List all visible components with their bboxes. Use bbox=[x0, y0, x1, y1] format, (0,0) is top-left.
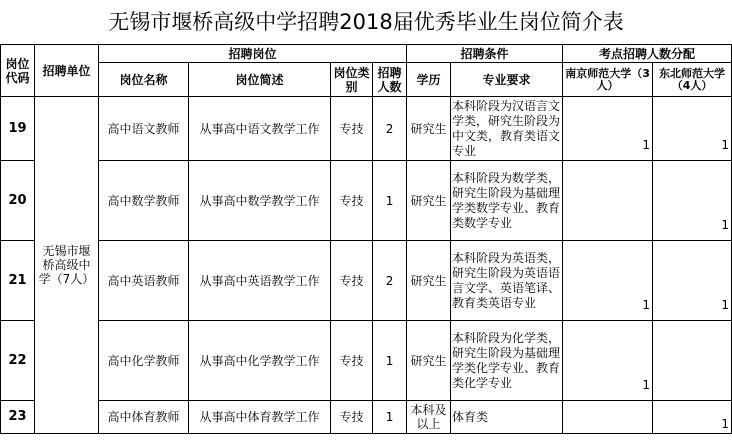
header-dongbei: 东北师范大学（4人） bbox=[653, 63, 732, 97]
cell-position-desc: 从事高中体育教学工作 bbox=[189, 401, 331, 434]
cell-dongbei: 1 bbox=[653, 401, 732, 434]
header-code: 岗位代码 bbox=[1, 45, 35, 97]
cell-education: 研究生 bbox=[407, 241, 451, 321]
cell-education: 研究生 bbox=[407, 321, 451, 401]
page-title: 无锡市堰桥高级中学招聘2018届优秀毕业生岗位简介表 bbox=[108, 10, 624, 34]
cell-nanjing bbox=[563, 161, 653, 241]
table-row bbox=[1, 401, 732, 434]
cell-dongbei: 1 bbox=[653, 241, 732, 321]
table-row bbox=[1, 241, 732, 321]
cell-major: 本科阶段为汉语言文学类，研究生阶段为中文类，教育类语文专业 bbox=[451, 97, 563, 161]
header-nanjing: 南京师范大学（3人） bbox=[563, 63, 653, 97]
cell-code: 20 bbox=[1, 161, 35, 241]
cell-position-name: 高中体育教师 bbox=[99, 401, 189, 434]
cell-position-desc: 从事高中数学教学工作 bbox=[189, 161, 331, 241]
cell-nanjing: 1 bbox=[563, 97, 653, 161]
header-group-allocation: 考点招聘人数分配 bbox=[563, 45, 732, 63]
cell-dongbei: 1 bbox=[653, 97, 732, 161]
cell-dongbei bbox=[653, 321, 732, 401]
cell-count: 1 bbox=[373, 321, 407, 401]
header-row-1 bbox=[1, 45, 732, 63]
cell-dongbei: 1 bbox=[653, 161, 732, 241]
cell-unit: 无锡市堰桥高级中学（7人） bbox=[35, 97, 99, 434]
table-row bbox=[1, 321, 732, 401]
cell-code: 22 bbox=[1, 321, 35, 401]
positions-table bbox=[0, 44, 732, 434]
header-category: 岗位类别 bbox=[331, 63, 373, 97]
cell-position-name: 高中化学教师 bbox=[99, 321, 189, 401]
cell-position-desc: 从事高中化学教学工作 bbox=[189, 321, 331, 401]
header-count: 招聘人数 bbox=[373, 63, 407, 97]
cell-count: 2 bbox=[373, 241, 407, 321]
cell-nanjing: 1 bbox=[563, 241, 653, 321]
cell-education: 本科及以上 bbox=[407, 401, 451, 434]
cell-major: 本科阶段为化学类，研究生阶段为基础理学类化学专业、教育类化学专业 bbox=[451, 321, 563, 401]
cell-count: 1 bbox=[373, 161, 407, 241]
header-position-desc: 岗位简述 bbox=[189, 63, 331, 97]
cell-major: 体育类 bbox=[451, 401, 563, 434]
cell-nanjing: 1 bbox=[563, 321, 653, 401]
cell-count: 1 bbox=[373, 401, 407, 434]
cell-count: 2 bbox=[373, 97, 407, 161]
table-row bbox=[1, 97, 732, 161]
cell-education: 研究生 bbox=[407, 161, 451, 241]
cell-position-name: 高中数学教师 bbox=[99, 161, 189, 241]
cell-position-name: 高中英语教师 bbox=[99, 241, 189, 321]
cell-education: 研究生 bbox=[407, 97, 451, 161]
cell-category: 专技 bbox=[331, 401, 373, 434]
cell-position-desc: 从事高中英语教学工作 bbox=[189, 241, 331, 321]
header-unit: 招聘单位 bbox=[35, 45, 99, 97]
cell-category: 专技 bbox=[331, 161, 373, 241]
header-group-position: 招聘岗位 bbox=[99, 45, 407, 63]
cell-position-desc: 从事高中语文教学工作 bbox=[189, 97, 331, 161]
header-group-conditions: 招聘条件 bbox=[407, 45, 563, 63]
cell-code: 19 bbox=[1, 97, 35, 161]
table-row bbox=[1, 161, 732, 241]
cell-category: 专技 bbox=[331, 321, 373, 401]
cell-code: 23 bbox=[1, 401, 35, 434]
cell-category: 专技 bbox=[331, 241, 373, 321]
header-major: 专业要求 bbox=[451, 63, 563, 97]
cell-position-name: 高中语文教师 bbox=[99, 97, 189, 161]
cell-code: 21 bbox=[1, 241, 35, 321]
header-row-2 bbox=[1, 63, 732, 97]
cell-category: 专技 bbox=[331, 97, 373, 161]
cell-nanjing bbox=[563, 401, 653, 434]
header-education: 学历 bbox=[407, 63, 451, 97]
cell-major: 本科阶段为数学类，研究生阶段为基础理学类数学专业、教育类数学专业 bbox=[451, 161, 563, 241]
header-position-name: 岗位名称 bbox=[99, 63, 189, 97]
cell-major: 本科阶段为英语类，研究生阶段为英语语言文学、英语笔译、教育类英语专业 bbox=[451, 241, 563, 321]
